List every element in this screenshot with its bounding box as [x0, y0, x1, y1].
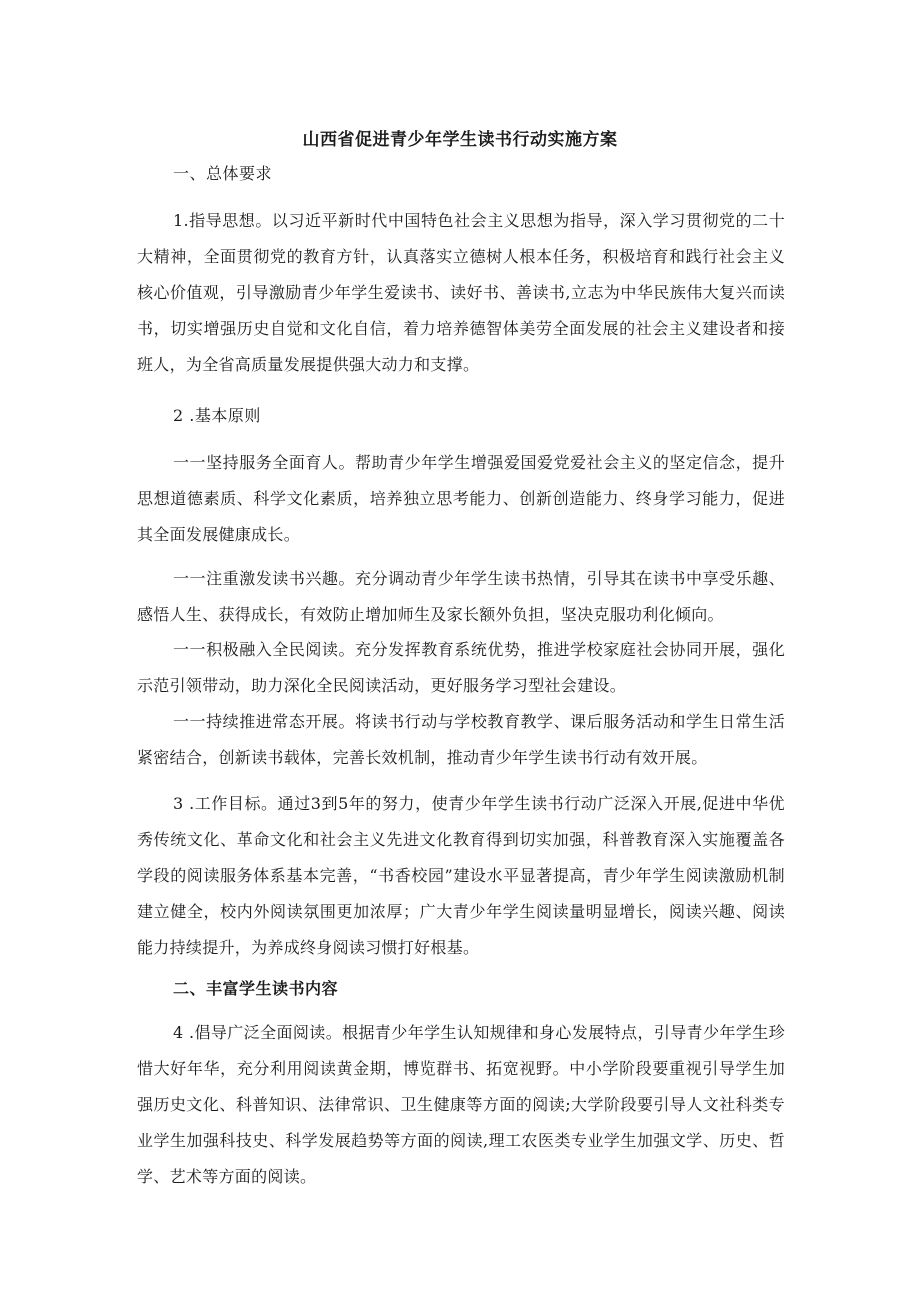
paragraph-principle-holistic-education: 一一坚持服务全面育人。帮助青少年学生增强爱国爱党爱社会主义的坚定信念，提升思想道德素质、科学文化素质，培养独立思考能力、创新创造能力、终身学习能力，促进其全面发展健康成长。 — [137, 453, 785, 544]
document-title: 山西省促进青少年学生读书行动实施方案 — [302, 130, 618, 150]
paragraph-guiding-ideology: 1.指导思想。以习近平新时代中国特色社会主义思想为指导，深入学习贯彻党的二十大精神，全面贯彻党的教育方针，认真落实立德树人根本任务，积极培育和践行社会主义核心价值观，引导激励青少年学生爱读书、读好书、善读书,立志为中华民族伟大复兴而读书，切实增强历史自觉和文化自信，着力培养德智体美劳全面发展的社会主义建设者和接班人，为全省高质量发展提供强大动力和支撑。 — [137, 211, 785, 374]
section-heading-reading-content: 二、丰富学生读书内容 — [173, 979, 339, 998]
paragraph-principle-reading-interest: 一一注重激发读书兴趣。充分调动青少年学生读书热情，引导其在读书中享受乐趣、感悟人生、获得成长，有效防止增加师生及家长额外负担，坚决克服功利化倾向。 — [137, 569, 785, 624]
paragraph-broad-reading: 4 .倡导广泛全面阅读。根据青少年学生认知规律和身心发展特点，引导青少年学生珍惜大好年华，充分利用阅读黄金期，博览群书、拓宽视野。中小学阶段要重视引导学生加强历史文化、科普知识、法律常识、卫生健康等方面的阅读;大学阶段要引导人文社科类专业学生加强科技史、科学发展趋势等方面的阅读,理工农医类专业学生加强文学、历史、哲学、艺术等方面的阅读。 — [137, 1023, 785, 1186]
paragraph-principle-national-reading: 一一积极融入全民阅读。充分发挥教育系统优势，推进学校家庭社会协同开展，强化示范引领带动，助力深化全民阅读活动，更好服务学习型社会建设。 — [137, 640, 785, 695]
paragraph-principle-regular-practice: 一一持续推进常态开展。将读书行动与学校教育教学、课后服务活动和学生日常生活紧密结合，创新读书载体，完善长效机制，推动青少年学生读书行动有效开展。 — [137, 712, 785, 767]
paragraph-work-goals: 3 .工作目标。通过3到5年的努力，使青少年学生读书行动广泛深入开展,促进中华优秀传统文化、革命文化和社会主义先进文化教育得到切实加强，科普教育深入实施覆盖各学段的阅读服务体系基本完善，“书香校园”建设水平显著提高，青少年学生阅读激励机制建立健全，校内外阅读氛围更加浓厚；广大青少年学生阅读量明显增长，阅读兴趣、阅读能力持续提升，为养成终身阅读习惯打好根基。 — [137, 794, 785, 957]
section-heading-general-requirements: 一、总体要求 — [173, 164, 273, 183]
subheading-basic-principles: 2 .基本原则 — [173, 406, 261, 425]
